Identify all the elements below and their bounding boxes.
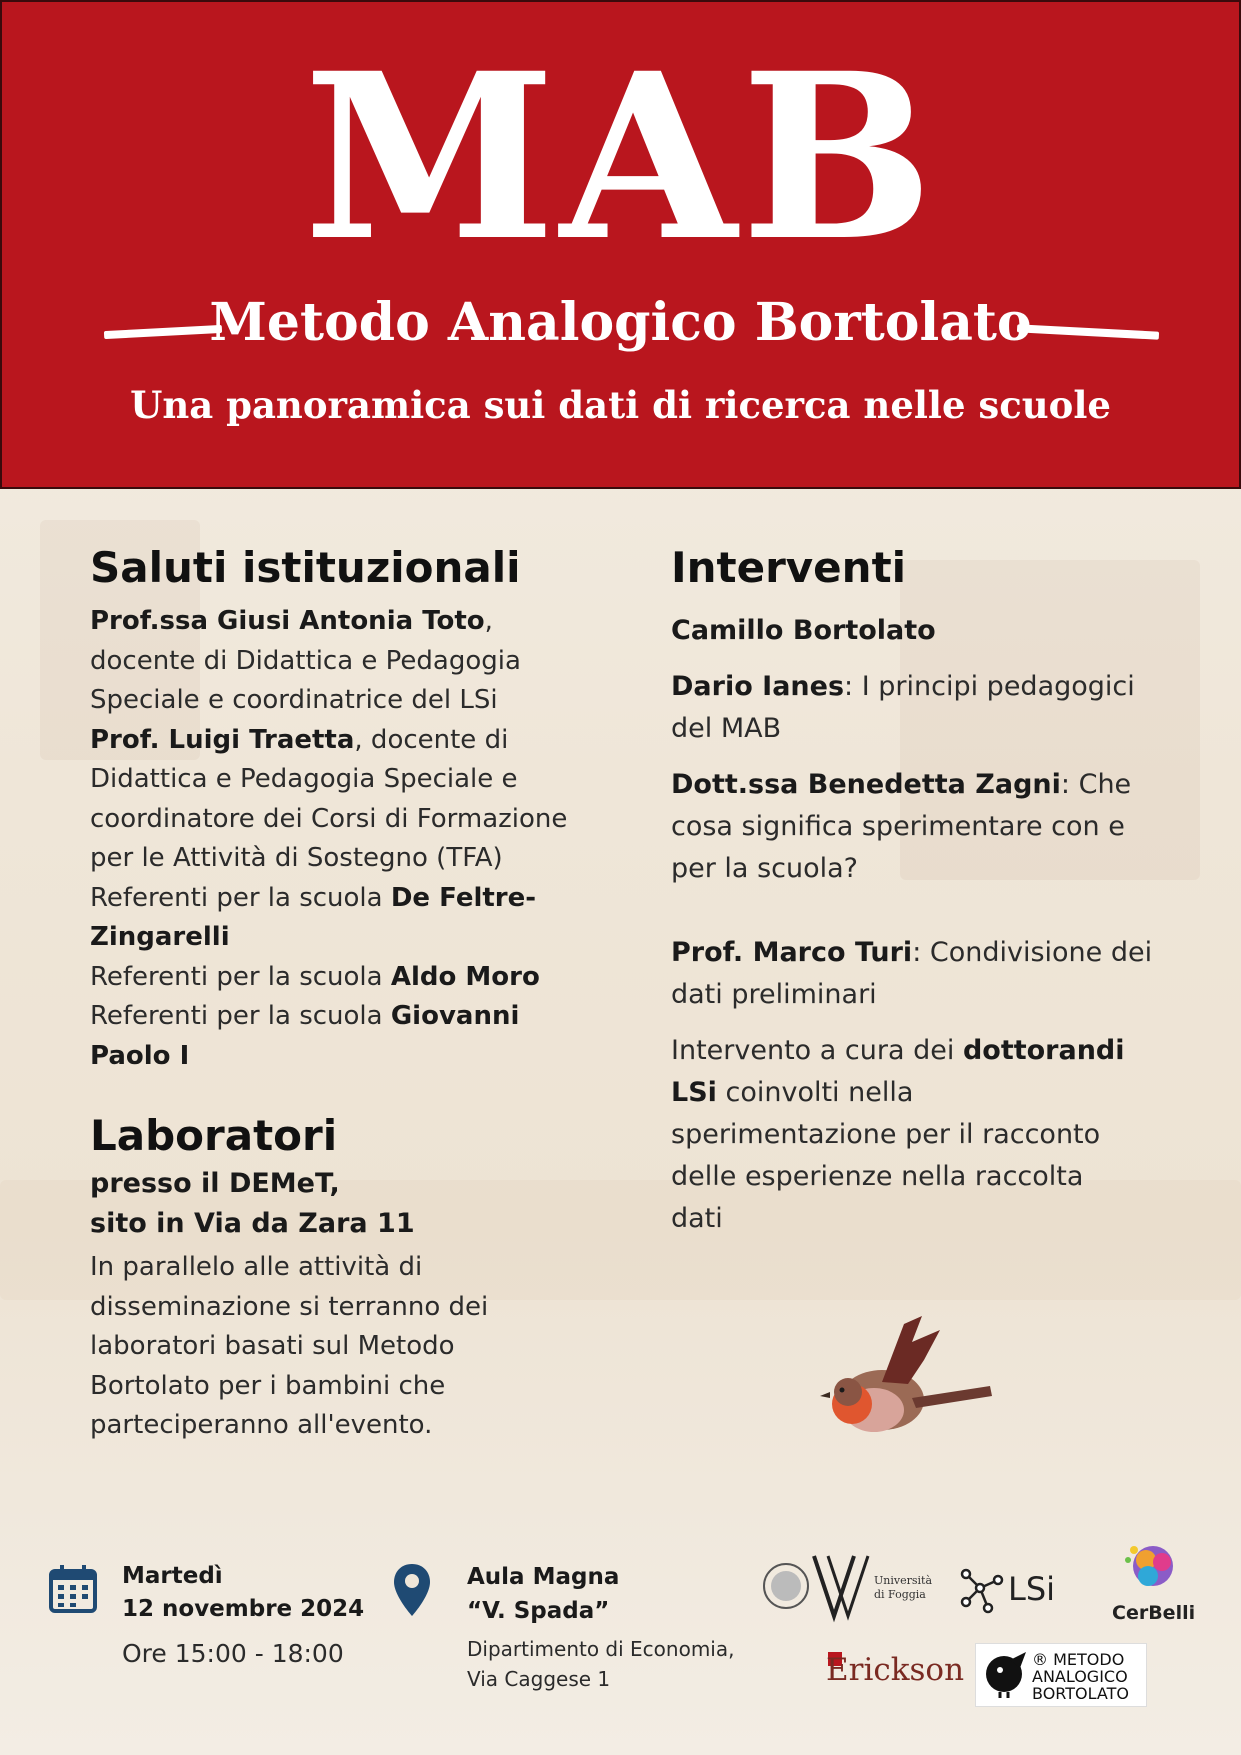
event-day: Martedì [122, 1563, 223, 1589]
laboratori-heading: Laboratori [90, 1111, 338, 1160]
intervento-item [671, 764, 1171, 890]
text-fragment: Referenti per la scuola [90, 961, 383, 992]
venue-address: Via Caggese 1 [467, 1667, 611, 1691]
text-fragment: coinvolti nella [716, 1077, 914, 1108]
speaker-name: Prof. Marco Turi [671, 937, 913, 968]
robin-bird-illustration [812, 1312, 1002, 1442]
text-fragment: : Che [1060, 769, 1132, 800]
text-line: dati preliminari [671, 979, 877, 1010]
event-time: Ore 15:00 - 18:00 [122, 1639, 344, 1668]
event-date [122, 1560, 364, 1672]
event-date-text: 12 novembre 2024 [122, 1596, 365, 1622]
school-name: Zingarelli [90, 922, 230, 952]
venue-name: Aula Magna [467, 1564, 620, 1590]
text-line: dati [671, 1203, 723, 1234]
saluti-body [90, 602, 610, 1076]
location-pin-icon [392, 1562, 432, 1618]
text-line: docente di Didattica e Pedagogia [90, 645, 521, 676]
text-line: delle esperienze nella raccolta [671, 1161, 1084, 1192]
event-venue [467, 1560, 734, 1694]
venue-name: “V. Spada” [467, 1598, 610, 1624]
speaker-name: Camillo Bortolato [671, 615, 936, 646]
speaker-name: Prof. Luigi Traetta [90, 724, 355, 755]
text-line: laboratori basati sul Metodo [90, 1331, 455, 1361]
calendar-icon [48, 1564, 98, 1614]
interventi-heading: Interventi [671, 543, 907, 592]
school-name: Aldo Moro [390, 961, 540, 992]
text-line: Didattica e Pedagogia Speciale e [90, 764, 518, 794]
text-line: Bortolato per i bambini che [90, 1370, 446, 1401]
text-line: per la scuola? [671, 853, 858, 884]
text-line: Speciale e coordinatrice del LSi [90, 685, 498, 715]
text-line: disseminazione si terranno dei [90, 1291, 489, 1322]
text-line: sito in Via da Zara 11 [90, 1208, 415, 1239]
text-fragment: : Condivisione dei [912, 937, 1153, 968]
intervento-item [671, 610, 1171, 652]
university-name-line: Università [874, 1574, 932, 1587]
school-name: Giovanni [390, 1001, 520, 1031]
cerbelli-logo-text: CerBelli [1112, 1602, 1196, 1624]
intervento-item [671, 666, 1171, 750]
banner-subtitle: Una panoramica sui dati di ricerca nelle scuole [130, 383, 1111, 427]
banner-title: Metodo Analogico Bortolato [209, 292, 1032, 353]
text-line: presso il DEMeT, [90, 1168, 340, 1199]
left-column [90, 540, 610, 1446]
university-of-foggia-logo [762, 1548, 932, 1624]
intervento-item [671, 932, 1171, 1016]
text-line: coordinatore dei Corsi di Formazione [90, 803, 568, 834]
laboratori-body [90, 1248, 610, 1446]
speaker-name: Dario Ianes [671, 671, 845, 702]
saluti-heading: Saluti istituzionali [90, 543, 521, 592]
mab-logo-label [1032, 1651, 1129, 1702]
header-banner [0, 0, 1241, 489]
right-column [671, 540, 1171, 1240]
erickson-logo: Erickson [826, 1652, 965, 1688]
venue-department: Dipartimento di Economia, [467, 1637, 735, 1661]
mab-logo-line: BORTOLATO [1032, 1684, 1129, 1703]
university-name-line: di Foggia [874, 1588, 926, 1601]
text-line: parteciperanno all'evento. [90, 1410, 433, 1440]
mab-logo-line: ® METODO [1032, 1650, 1125, 1669]
text-line: cosa significa sperimentare con e [671, 811, 1125, 842]
lsi-logo [958, 1562, 1068, 1616]
school-name: De Feltre- [390, 882, 537, 913]
text-fragment: , docente di [354, 724, 509, 755]
mab-logo-text: MAB [303, 23, 938, 291]
laboratori-location [90, 1164, 610, 1244]
mab-logo-line: ANALOGICO [1032, 1667, 1128, 1686]
text-fragment: : I principi pedagogici [844, 671, 1135, 702]
text-line: sperimentazione per il racconto [671, 1119, 1101, 1150]
text-fragment: Intervento a cura dei [671, 1035, 955, 1066]
text-fragment: dottorandi [962, 1035, 1125, 1066]
speaker-name: Prof.ssa Giusi Antonia Toto [90, 606, 485, 636]
speaker-name: Dott.ssa Benedetta Zagni [671, 769, 1061, 800]
text-line: per le Attività di Sostegno (TFA) [90, 843, 503, 873]
text-fragment: LSi [671, 1077, 717, 1108]
text-fragment: Referenti per la scuola [90, 882, 383, 913]
text-line: del MAB [671, 713, 782, 744]
text-fragment: , [484, 606, 493, 636]
lsi-logo-text: LSi [1008, 1570, 1056, 1608]
school-name: Paolo I [90, 1040, 190, 1071]
text-fragment: Referenti per la scuola [90, 1001, 383, 1031]
metodo-analogico-bortolato-logo [975, 1643, 1147, 1707]
text-line: In parallelo alle attività di [90, 1252, 423, 1282]
intervento-item [671, 1030, 1171, 1240]
bird-logo-icon [982, 1650, 1030, 1700]
